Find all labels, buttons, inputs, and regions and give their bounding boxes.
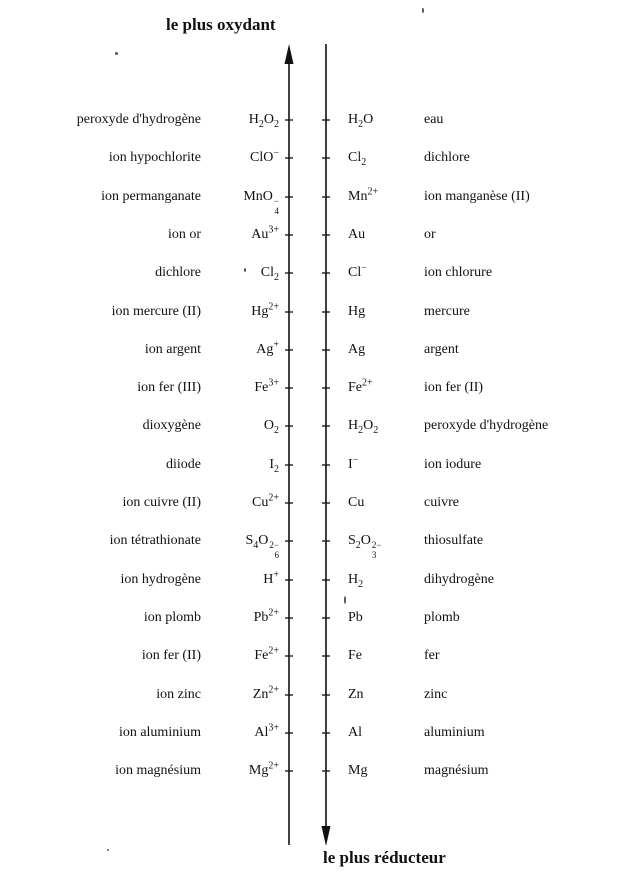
reducer-name: dihydrogène <box>424 572 494 587</box>
oxidant-name: peroxyde d'hydrogène <box>76 112 201 127</box>
oxidant-name: ion aluminium <box>118 725 201 740</box>
reducer-name: zinc <box>424 687 448 702</box>
oxidant-name: dichlore <box>155 265 201 280</box>
reducer-name: dichlore <box>424 150 470 165</box>
couple-row <box>0 186 617 216</box>
oxidant-name: ion zinc <box>156 687 201 702</box>
couple-row <box>0 224 617 246</box>
reducer-formula: Au <box>348 227 366 242</box>
oxidant-formula: $Fe^{2+}$ <box>254 645 279 663</box>
reducer-formula: $H_2$ <box>348 572 364 590</box>
reducer-formula: $S_2O$ 2− 3 <box>348 533 382 560</box>
reducer-formula: I− <box>348 454 359 472</box>
couple-row <box>0 607 617 629</box>
scan-speck <box>107 849 109 851</box>
title-most-oxidizing: le plus oxydant <box>166 15 276 34</box>
oxidant-name: ion hypochlorite <box>108 150 201 165</box>
couple-row <box>0 147 617 169</box>
reducer-name: or <box>424 227 436 242</box>
reducer-name: argent <box>424 342 459 357</box>
oxidant-formula: MnO − 4 <box>243 189 279 216</box>
oxidant-name: ion argent <box>144 342 201 357</box>
oxidant-formula: $H_2O_2$ <box>248 112 279 130</box>
reducer-name: ion fer (II) <box>424 380 484 395</box>
oxidant-formula: H+ <box>263 569 279 587</box>
scan-speck <box>115 52 118 55</box>
reducer-name: aluminium <box>424 725 485 740</box>
oxidant-name: ion fer (III) <box>137 380 201 395</box>
couple-row <box>0 684 617 706</box>
reducer-formula: Zn <box>348 687 364 702</box>
couple-row <box>0 454 617 476</box>
couple-row <box>0 722 617 744</box>
reducer-formula: Mg <box>348 763 368 778</box>
reducer-formula: $Mn^{2+}$ <box>348 186 379 204</box>
couple-row <box>0 377 617 399</box>
reducer-formula: $H_2O$ <box>348 112 374 130</box>
reducer-formula: $Cl_2$ <box>348 150 367 168</box>
oxidant-name: ion cuivre (II) <box>122 495 201 510</box>
oxidant-formula: $Cl_2$ <box>260 265 279 283</box>
reducer-formula: Fe <box>348 648 362 663</box>
couple-row <box>0 492 617 514</box>
scan-speck <box>344 596 346 604</box>
oxidant-arrow-head <box>285 44 294 64</box>
reducer-name: thiosulfate <box>424 533 484 548</box>
tick-marks <box>285 120 330 771</box>
reducer-name: ion iodure <box>424 457 482 472</box>
reducer-arrow-head <box>322 826 331 846</box>
oxidant-formula: $Al^{3+}$ <box>254 722 279 740</box>
title-most-reducing: le plus réducteur <box>323 848 446 867</box>
reducer-formula: Cl− <box>348 262 367 280</box>
oxidant-formula: $Fe^{3+}$ <box>254 377 279 395</box>
oxidant-name: ion plomb <box>143 610 201 625</box>
oxidant-formula: $Pb^{2+}$ <box>253 607 279 625</box>
reducer-formula: Pb <box>348 610 363 625</box>
oxidant-formula: $O_2$ <box>263 418 279 436</box>
couple-row <box>0 339 617 361</box>
reducer-formula: Al <box>348 725 362 740</box>
couple-row <box>0 645 617 667</box>
couple-row <box>0 530 617 560</box>
oxidant-formula: ClO− <box>250 147 279 165</box>
oxidant-formula: $Cu^{2+}$ <box>252 492 279 510</box>
couple-row <box>0 301 617 323</box>
couple-row <box>0 109 617 131</box>
oxidant-formula: $Mg^{2+}$ <box>248 760 279 778</box>
couple-row <box>0 262 617 284</box>
oxidant-formula: $I_2$ <box>269 457 279 475</box>
reducer-name: fer <box>424 648 440 663</box>
couple-row <box>0 760 617 782</box>
reducer-name: peroxyde d'hydrogène <box>424 418 549 433</box>
reducer-name: eau <box>424 112 444 127</box>
oxidant-name: ion tétrathionate <box>109 533 201 548</box>
reducer-name: mercure <box>424 304 470 319</box>
oxidant-name: ion mercure (II) <box>111 304 201 319</box>
oxidant-formula: $Au^{3+}$ <box>251 224 279 242</box>
oxidant-formula: $Zn^{2+}$ <box>252 684 279 702</box>
reducer-name: magnésium <box>424 763 489 778</box>
reducer-formula: $H_2O_2$ <box>348 418 379 436</box>
oxidant-name: ion or <box>167 227 201 242</box>
oxidant-name: ion hydrogène <box>120 572 201 587</box>
oxidant-name: diiode <box>166 457 201 472</box>
oxidant-name: ion fer (II) <box>141 648 201 663</box>
reducer-formula: Cu <box>348 495 365 510</box>
reducer-formula: Ag <box>348 342 366 357</box>
oxidant-formula: Ag+ <box>256 339 279 357</box>
scan-speck <box>422 8 424 13</box>
oxidant-name: ion permanganate <box>101 189 201 204</box>
reducer-formula: Hg <box>348 304 366 319</box>
reducer-name: cuivre <box>424 495 459 510</box>
reducer-name: ion manganèse (II) <box>424 189 530 204</box>
oxidant-formula: $Hg^{2+}$ <box>251 301 279 319</box>
couple-row <box>0 569 617 591</box>
couple-row <box>0 415 617 437</box>
reducer-formula: $Fe^{2+}$ <box>348 377 373 395</box>
oxidant-name: ion magnésium <box>115 763 201 778</box>
oxidant-formula: $S_4O$ 2− 6 <box>245 533 279 560</box>
reducer-name: plomb <box>424 610 460 625</box>
oxidant-name: dioxygène <box>142 418 201 433</box>
reducer-name: ion chlorure <box>424 265 493 280</box>
